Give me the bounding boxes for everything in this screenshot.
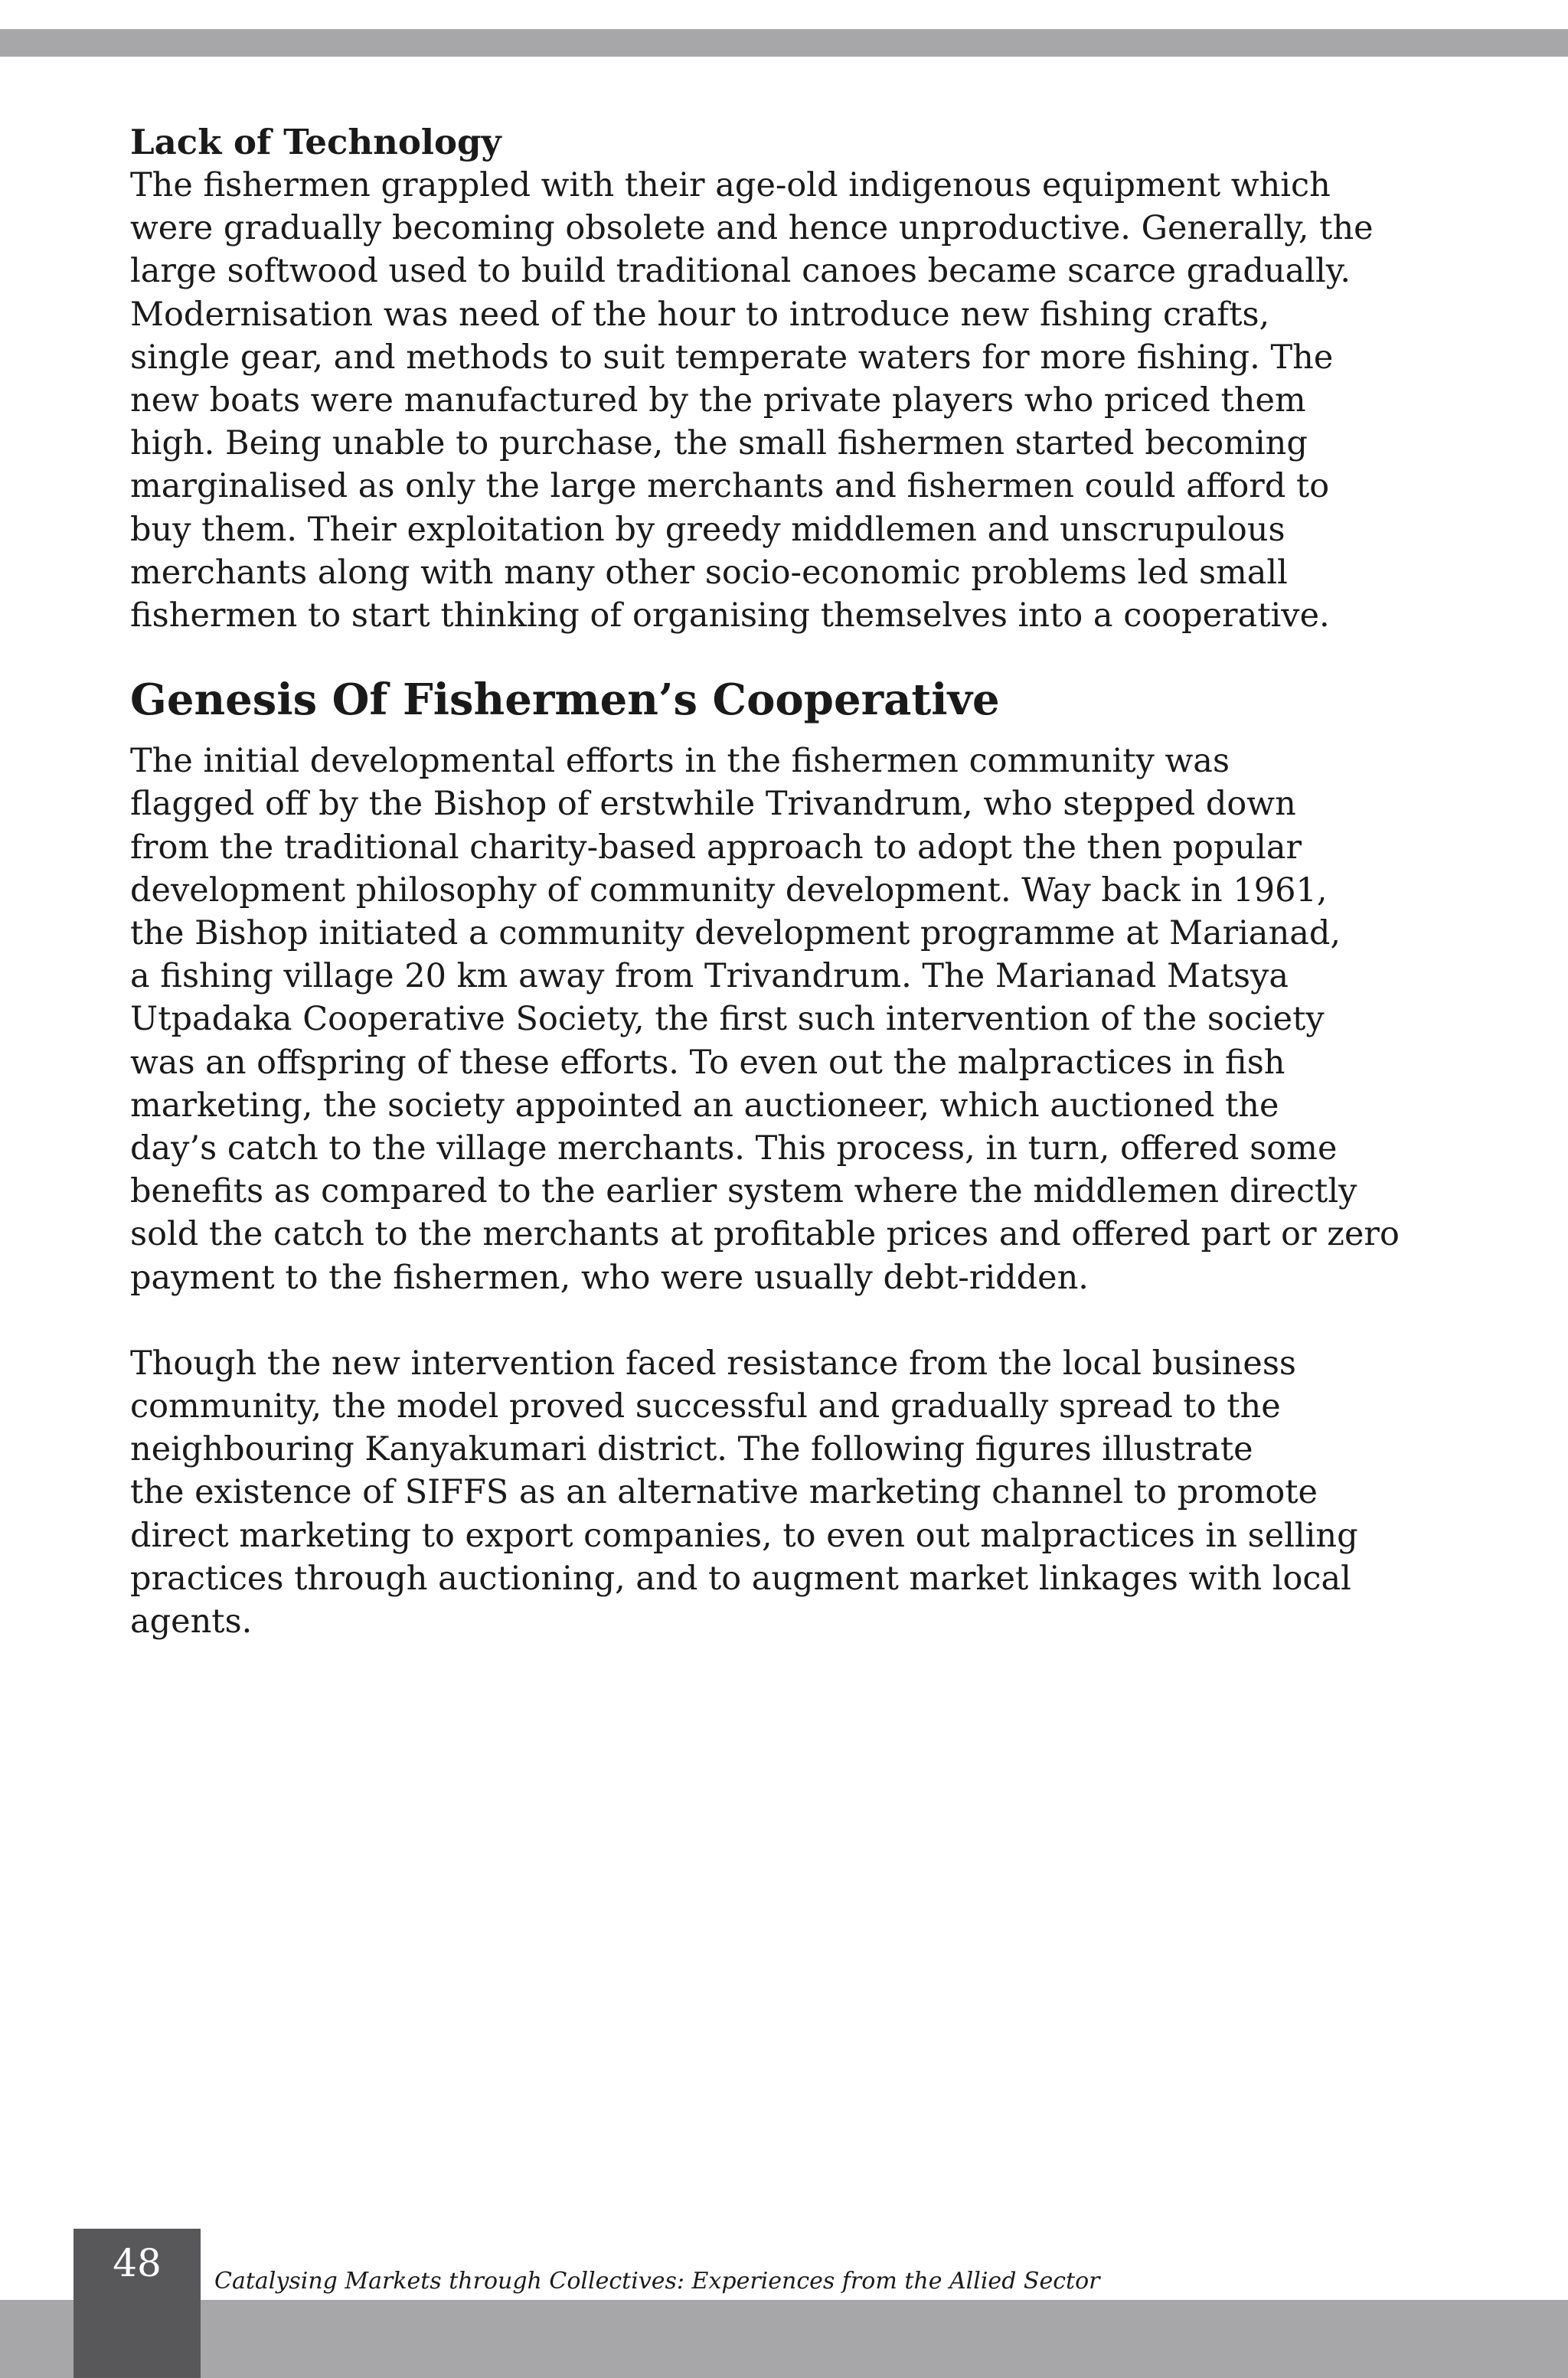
text-line: a fishing village 20 km away from Trivandrum. The Marianad Matsya bbox=[130, 957, 1289, 996]
text-line: the Bishop initiated a community development programme at Marianad, bbox=[130, 914, 1341, 953]
page-number: 48 bbox=[113, 2241, 162, 2285]
text-line: buy them. Their exploitation by greedy middlemen and unscrupulous bbox=[130, 510, 1285, 549]
text-line: development philosophy of community development. Way back in 1961, bbox=[130, 871, 1328, 910]
text-line: marketing, the society appointed an auctioneer, which auctioned the bbox=[130, 1086, 1279, 1125]
top-decorative-bar bbox=[0, 29, 1568, 57]
text-line: single gear, and methods to suit temperate waters for more fishing. The bbox=[130, 338, 1334, 377]
text-line: the existence of SIFFS as an alternative marketing channel to promote bbox=[130, 1473, 1318, 1512]
text-line: neighbouring Kanyakumari district. The following figures illustrate bbox=[130, 1430, 1253, 1469]
text-line: agents. bbox=[130, 1602, 253, 1641]
paragraph-lack-of-technology bbox=[130, 164, 1374, 637]
text-line: sold the catch to the merchants at profitable prices and offered part or zero bbox=[130, 1215, 1400, 1254]
text-line: The fishermen grappled with their age-old indigenous equipment which bbox=[130, 166, 1331, 204]
text-line: was an offspring of these efforts. To even out the malpractices in fish bbox=[130, 1043, 1285, 1082]
text-line: high. Being unable to purchase, the small fishermen started becoming bbox=[130, 424, 1308, 463]
text-line: Though the new intervention faced resistance from the local business bbox=[130, 1344, 1296, 1383]
heading-genesis: Genesis Of Fishermen’s Cooperative bbox=[130, 675, 1000, 726]
text-line: fishermen to start thinking of organising themselves into a cooperative. bbox=[130, 596, 1330, 635]
text-line: day’s catch to the village merchants. This process, in turn, offered some bbox=[130, 1129, 1338, 1168]
paragraph-genesis-1 bbox=[130, 740, 1400, 1299]
text-line: benefits as compared to the earlier system where the middlemen directly bbox=[130, 1172, 1357, 1211]
text-line: Modernisation was need of the hour to introduce new fishing crafts, bbox=[130, 295, 1270, 334]
text-line: The initial developmental efforts in the fishermen community was bbox=[130, 742, 1230, 781]
text-line: practices through auctioning, and to augment market linkages with local bbox=[130, 1559, 1351, 1598]
text-line: large softwood used to build traditional canoes became scarce gradually. bbox=[130, 252, 1351, 291]
text-line: flagged off by the Bishop of erstwhile Trivandrum, who stepped down bbox=[130, 785, 1296, 824]
text-line: new boats were manufactured by the private players who priced them bbox=[130, 381, 1306, 420]
text-line: Utpadaka Cooperative Society, the first such intervention of the society bbox=[130, 1000, 1325, 1039]
text-line: were gradually becoming obsolete and hence unproductive. Generally, the bbox=[130, 209, 1374, 248]
page-content bbox=[130, 121, 1400, 1643]
bottom-decorative-bar bbox=[0, 2300, 1568, 2378]
paragraph-genesis-2 bbox=[130, 1342, 1358, 1643]
text-line: marginalised as only the large merchants and fishermen could afford to bbox=[130, 467, 1330, 506]
text-line: merchants along with many other socio-economic problems led small bbox=[130, 553, 1288, 592]
running-footer-title: Catalysing Markets through Collectives: Experiences from the Allied Sector bbox=[214, 2268, 1100, 2295]
subheading-lack-of-technology: Lack of Technology bbox=[130, 122, 501, 162]
text-line: direct marketing to export companies, to even out malpractices in selling bbox=[130, 1516, 1358, 1555]
text-line: payment to the fishermen, who were usually debt-ridden. bbox=[130, 1258, 1089, 1297]
text-line: community, the model proved successful and gradually spread to the bbox=[130, 1387, 1281, 1426]
text-line: from the traditional charity-based approach to adopt the then popular bbox=[130, 828, 1302, 867]
